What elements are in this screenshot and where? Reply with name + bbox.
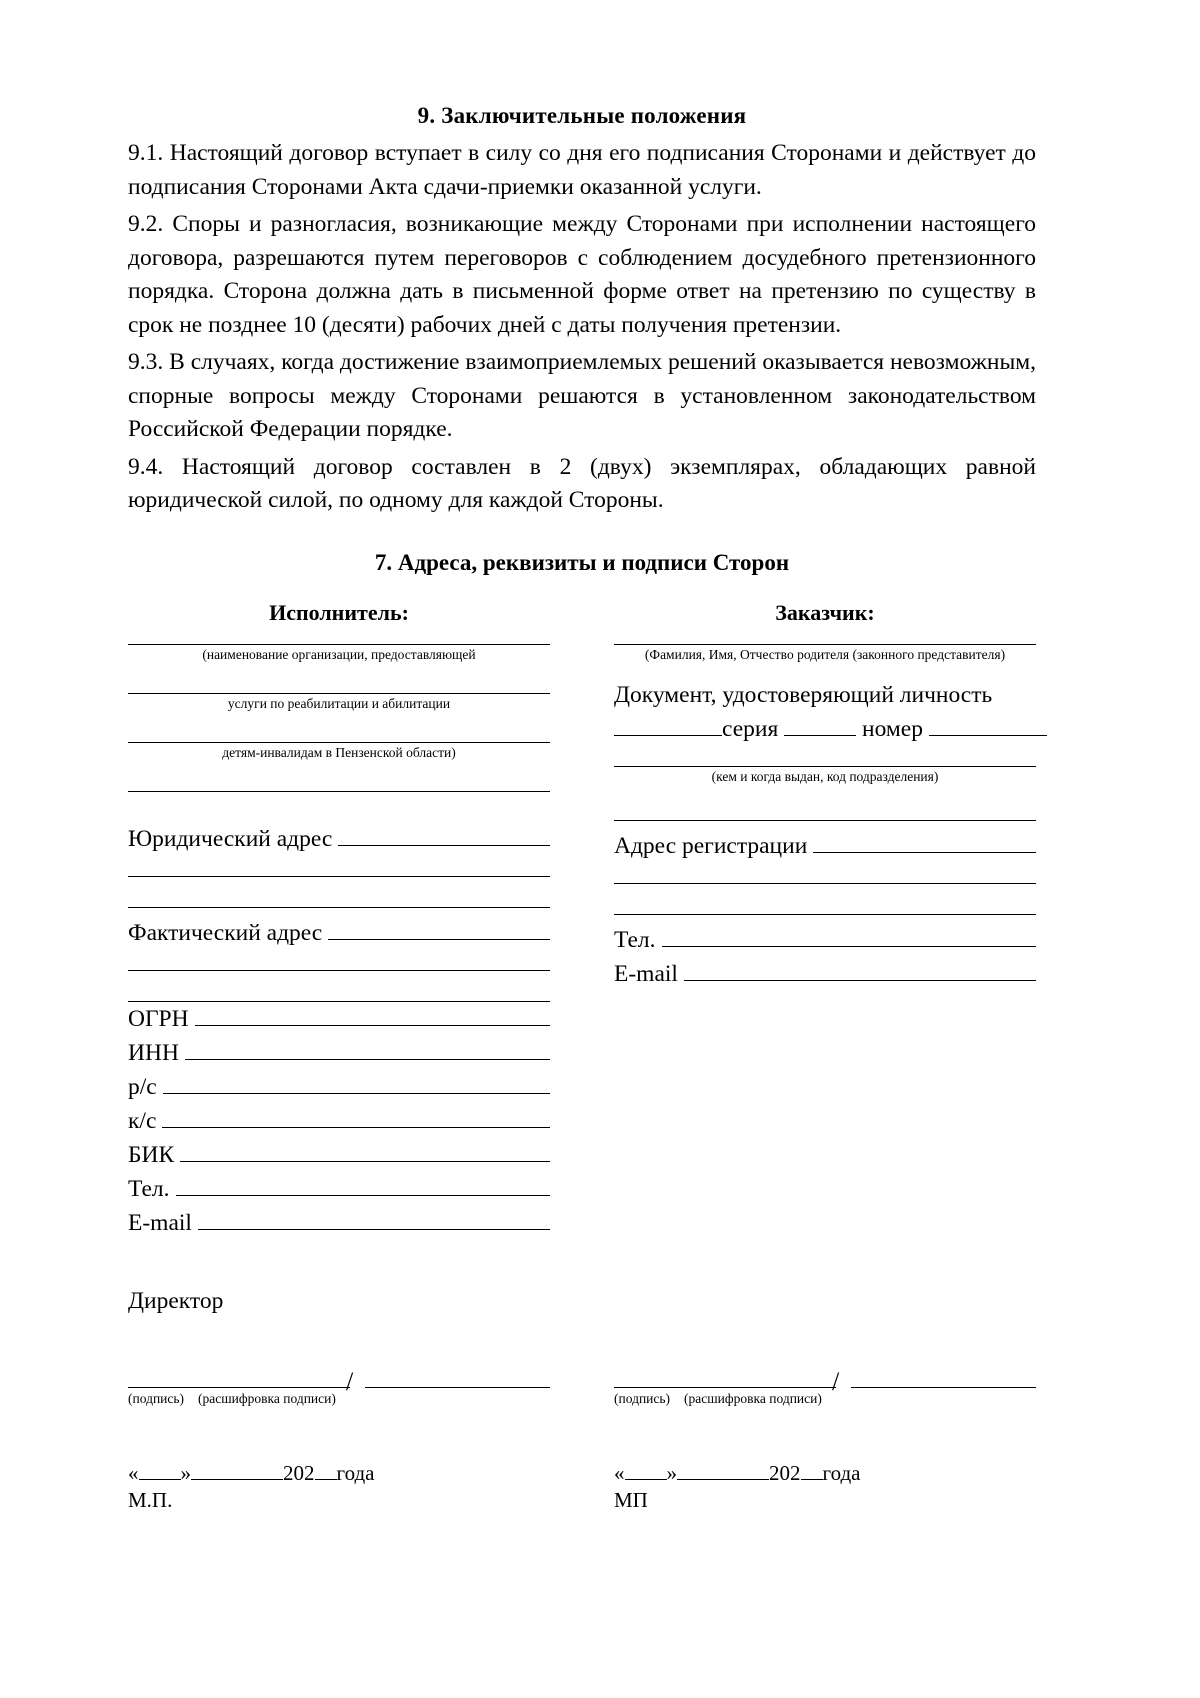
executor-actual-address-label: Фактический адрес xyxy=(128,919,323,946)
executor-bik-row xyxy=(128,1138,550,1172)
executor-ks-label: к/с xyxy=(128,1107,157,1134)
customer-email-label: E-mail xyxy=(614,960,678,987)
clause-9-4: 9.4. Настоящий договор составлен в 2 (двух) экземплярах, обладающих равной юридической силой, по одному для каждой Стороны. xyxy=(128,453,1036,513)
customer-date-month-input[interactable] xyxy=(677,1464,769,1480)
executor-stamp-label: М.П. xyxy=(128,1487,173,1512)
executor-legal-address-input[interactable] xyxy=(338,829,550,846)
executor-signature-input[interactable] xyxy=(128,1387,350,1388)
section-7-heading: 7. Адреса, реквизиты и подписи Сторон xyxy=(374,549,790,575)
clause-9-1: 9.1. Настоящий договор вступает в силу со дня его подписания Сторонами и действует до подписания Сторонами Акта сдачи-приемки оказанной услуги. xyxy=(128,140,1036,200)
executor-bik-label: БИК xyxy=(128,1141,175,1168)
executor-legal-address-label: Юридический адрес xyxy=(128,825,333,852)
executor-ks-input[interactable] xyxy=(162,1111,550,1128)
customer-series-input[interactable] xyxy=(784,719,856,736)
executor-date-month-input[interactable] xyxy=(191,1464,283,1480)
document-page xyxy=(128,0,1036,1513)
customer-registration-address-label: Адрес регистрации xyxy=(614,832,808,859)
executor-legal-address-row xyxy=(128,822,550,856)
executor-rs-row xyxy=(128,1070,550,1104)
executor-date-line xyxy=(128,1459,550,1487)
section-9-heading: 9. Заключительные положения xyxy=(417,103,747,128)
executor-date-quote-close: » xyxy=(180,1460,191,1485)
executor-ogrn-label: ОГРН xyxy=(128,1005,189,1032)
executor-year-digit-input[interactable] xyxy=(315,1464,337,1480)
executor-actual-address-input[interactable] xyxy=(328,923,550,940)
executor-caption-3: детям-инвалидам в Пензенской области) xyxy=(222,744,456,760)
customer-title: Заказчик: xyxy=(775,599,875,625)
customer-caption-2: (кем и когда выдан, код подразделения) xyxy=(711,768,939,784)
customer-phone-input[interactable] xyxy=(662,930,1037,947)
signature-row xyxy=(128,1354,1036,1513)
customer-email-row xyxy=(614,957,1036,991)
executor-director-label: Директор xyxy=(128,1287,224,1314)
customer-caption-signature: (подпись) xyxy=(614,1390,671,1406)
customer-year-prefix: 202 xyxy=(769,1460,801,1485)
executor-email-label: E-mail xyxy=(128,1209,192,1236)
customer-signature-block xyxy=(614,1354,1036,1513)
customer-signature-captions xyxy=(614,1388,1036,1407)
parties-columns xyxy=(128,576,1036,1318)
executor-inn-row xyxy=(128,1036,550,1070)
customer-signature-slash: / xyxy=(832,1366,840,1396)
customer-date-line xyxy=(614,1459,1036,1487)
customer-year-suffix: года xyxy=(822,1460,861,1485)
executor-caption-transcript: (расшифровка подписи) xyxy=(198,1390,336,1406)
customer-caption-transcript: (расшифровка подписи) xyxy=(684,1390,822,1406)
customer-stamp-label: МП xyxy=(614,1487,648,1512)
executor-phone-row xyxy=(128,1172,550,1206)
executor-email-row xyxy=(128,1206,550,1240)
executor-actual-address-row xyxy=(128,916,550,950)
executor-signature-line xyxy=(128,1354,550,1396)
executor-ks-row xyxy=(128,1104,550,1138)
customer-column xyxy=(614,600,1036,1318)
customer-caption-1: (Фамилия, Имя, Отчество родителя (законного представителя) xyxy=(644,646,1006,662)
customer-number-label: номер xyxy=(862,715,923,742)
customer-id-prefix-input[interactable] xyxy=(614,719,722,736)
customer-id-document-text: Документ, удостоверяющий личность xyxy=(614,681,993,708)
customer-registration-address-row xyxy=(614,829,1036,863)
customer-number-input[interactable] xyxy=(929,719,1047,736)
executor-rs-label: р/с xyxy=(128,1073,157,1100)
customer-signature-transcript-input[interactable] xyxy=(851,1387,1036,1388)
executor-signature-captions xyxy=(128,1388,550,1407)
executor-ogrn-row xyxy=(128,1002,550,1036)
customer-date-day-input[interactable] xyxy=(625,1464,667,1480)
customer-phone-label: Тел. xyxy=(614,926,656,953)
customer-date-quote-close: » xyxy=(666,1460,677,1485)
executor-email-input[interactable] xyxy=(198,1213,550,1230)
executor-rs-input[interactable] xyxy=(163,1077,550,1094)
executor-caption-1: (наименование организации, предоставляющей xyxy=(202,646,476,662)
executor-year-prefix: 202 xyxy=(283,1460,315,1485)
customer-id-series-number-row xyxy=(614,712,1036,746)
customer-year-digit-input[interactable] xyxy=(801,1464,823,1480)
executor-ogrn-input[interactable] xyxy=(195,1009,550,1026)
executor-signature-slash: / xyxy=(346,1366,354,1396)
customer-phone-row xyxy=(614,923,1036,957)
customer-date-quote-open: « xyxy=(614,1460,625,1485)
customer-signature-line xyxy=(614,1354,1036,1396)
executor-bik-input[interactable] xyxy=(180,1145,550,1162)
executor-caption-signature: (подпись) xyxy=(128,1390,185,1406)
executor-signature-block xyxy=(128,1354,550,1513)
clause-9-3: 9.3. В случаях, когда достижение взаимоприемлемых решений оказывается невозможным, спорные вопросы между Сторонами решаются в установленном законодательством Российской Федерации порядке. xyxy=(128,349,1036,442)
executor-phone-input[interactable] xyxy=(176,1179,551,1196)
executor-phone-label: Тел. xyxy=(128,1175,170,1202)
customer-email-input[interactable] xyxy=(684,964,1036,981)
executor-caption-2: услуги по реабилитации и абилитации xyxy=(227,695,451,711)
executor-column xyxy=(128,600,550,1318)
customer-registration-address-input[interactable] xyxy=(813,836,1036,853)
executor-year-suffix: года xyxy=(336,1460,375,1485)
executor-inn-label: ИНН xyxy=(128,1039,179,1066)
executor-inn-input[interactable] xyxy=(185,1043,550,1060)
executor-date-quote-open: « xyxy=(128,1460,139,1485)
customer-series-label: серия xyxy=(722,715,779,742)
customer-signature-input[interactable] xyxy=(614,1387,836,1388)
executor-date-day-input[interactable] xyxy=(139,1464,181,1480)
executor-title: Исполнитель: xyxy=(269,599,409,625)
clause-9-2: 9.2. Споры и разногласия, возникающие между Сторонами при исполнении настоящего договора, разрешаются путем переговоров с соблюдением досудебного претензионного порядка. Сторона должна дать в письменной форме ответ на претензию по существу в срок не позднее 10 (десяти) рабочих дней с даты получения претензии. xyxy=(128,211,1036,338)
executor-signature-transcript-input[interactable] xyxy=(365,1387,550,1388)
